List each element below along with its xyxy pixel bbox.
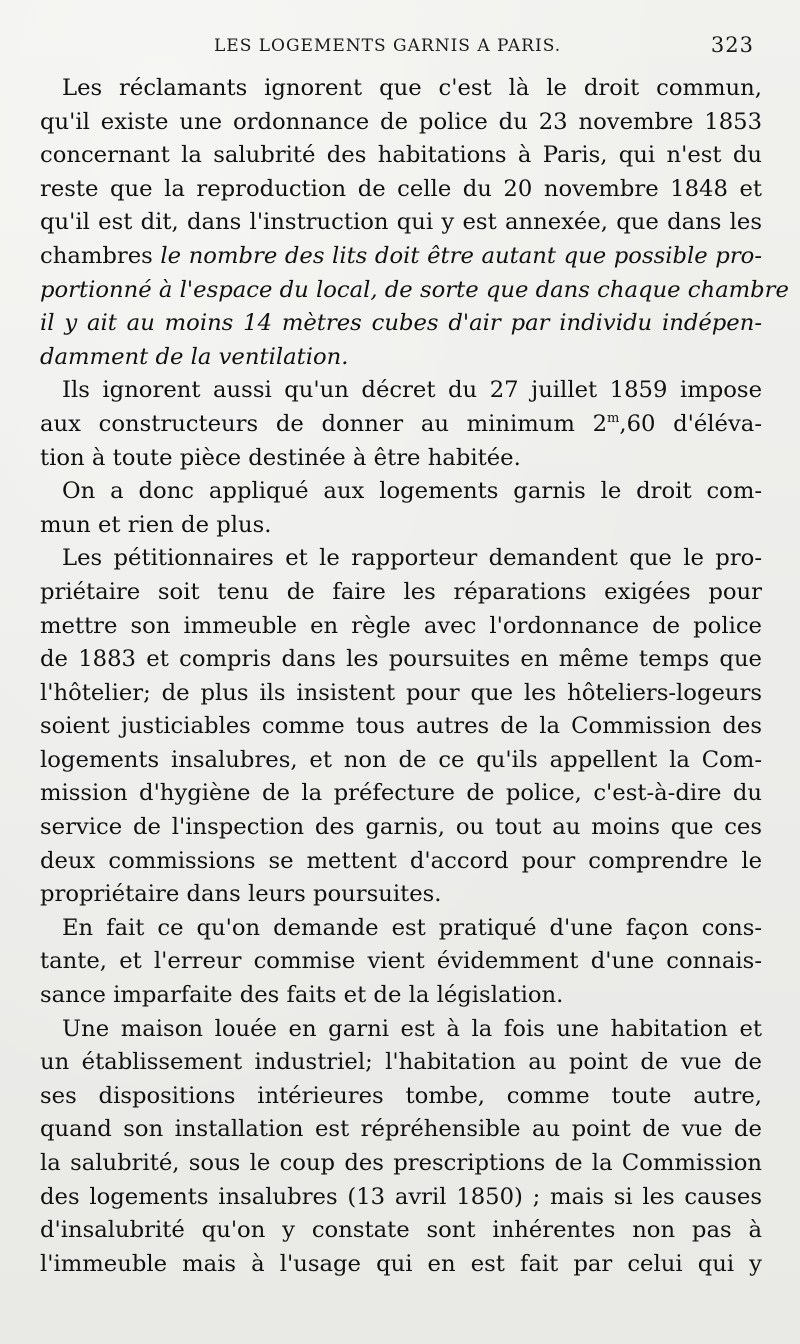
italic-text-line: il y ait au moins 14 mètres cubes d'air par individu indépen- [40,310,762,337]
text-line: l'hôtelier; de plus ils insistent pour que les hôteliers-logeurs [40,679,762,706]
text-line: sance imparfaite des faits et de la législation. [40,982,564,1009]
text-line: concernant la salubrité des habitations à Paris, qui n'est du [40,142,762,169]
italic-text: le nombre des lits doit être autant que possible pro- [160,242,762,269]
text-line: un établissement industriel; l'habitation au point de vue de [40,1049,762,1076]
text-line: mettre son immeuble en règle avec l'ordonnance de police [40,612,762,639]
text-line: Ils ignorent aussi qu'un décret du 27 juillet 1859 impose [62,377,762,404]
superscript: m [607,410,620,426]
text-line [40,240,762,274]
text-line: propriétaire dans leurs poursuites. [40,881,442,908]
text-line: reste que la reproduction de celle du 20 novembre 1848 et [40,175,762,202]
running-header: LES LOGEMENTS GARNIS A PARIS. [214,36,562,56]
text-line: des logements insalubres (13 avril 1850) ; mais si les causes [40,1183,762,1210]
text-line: logements insalubres, et non de ce qu'ils appellent la Com- [40,746,762,773]
text-line: la salubrité, sous le coup des prescriptions de la Commission [40,1150,762,1176]
text-line: deux commissions se mettent d'accord pour comprendre le [40,847,762,874]
text-fragment: chambres [40,242,161,269]
text-line: quand son installation est répréhensible au point de vue de [40,1116,762,1143]
text-line: priétaire soit tenu de faire les réparations exigées pour [40,578,762,605]
text-line: de 1883 et compris dans les poursuites en même temps que [40,646,762,673]
text-line: service de l'inspection des garnis, ou tout au moins que ces [40,814,762,841]
page-number: 323 [710,33,754,57]
text-line: qu'il est dit, dans l'instruction qui y est annexée, que dans les [40,209,762,236]
text-line [40,408,762,442]
text-fragment: ,60 d'éléva- [619,410,762,437]
italic-text-line: portionné à l'espace du local, de sorte que dans chaque chambre [40,276,789,303]
text-line: ses dispositions intérieures tombe, comme toute autre, [40,1082,762,1109]
text-line: tion à toute pièce destinée à être habitée. [40,444,521,471]
text-line: mun et rien de plus. [40,511,272,538]
text-fragment: aux constructeurs de donner au minimum 2 [40,410,608,437]
text-line: Une maison louée en garni est à la fois une habitation et [62,1015,762,1042]
text-line: Les réclamants ignorent que c'est là le droit commun, [62,75,762,101]
text-line: Les pétitionnaires et le rapporteur demandent que le pro- [62,545,762,572]
text-line: mission d'hygiène de la préfecture de police, c'est-à-dire du [40,780,762,807]
text-line: En fait ce qu'on demande est pratiqué d'une façon cons- [62,914,762,941]
text-line: d'insalubrité qu'on y constate sont inhérentes non pas à [40,1217,762,1244]
italic-text-line: damment de la ventilation. [40,343,349,370]
text-line: tante, et l'erreur commise vient évidemment d'une connais- [40,948,762,975]
text-line: On a donc appliqué aux logements garnis le droit com- [62,478,762,505]
text-line: qu'il existe une ordonnance de police du 23 novembre 1853 [40,108,762,135]
text-line: l'immeuble mais à l'usage qui en est fait par celui qui y [40,1250,762,1277]
body-text [40,72,789,1281]
text-line: soient justiciables comme tous autres de la Commission des [40,713,762,740]
